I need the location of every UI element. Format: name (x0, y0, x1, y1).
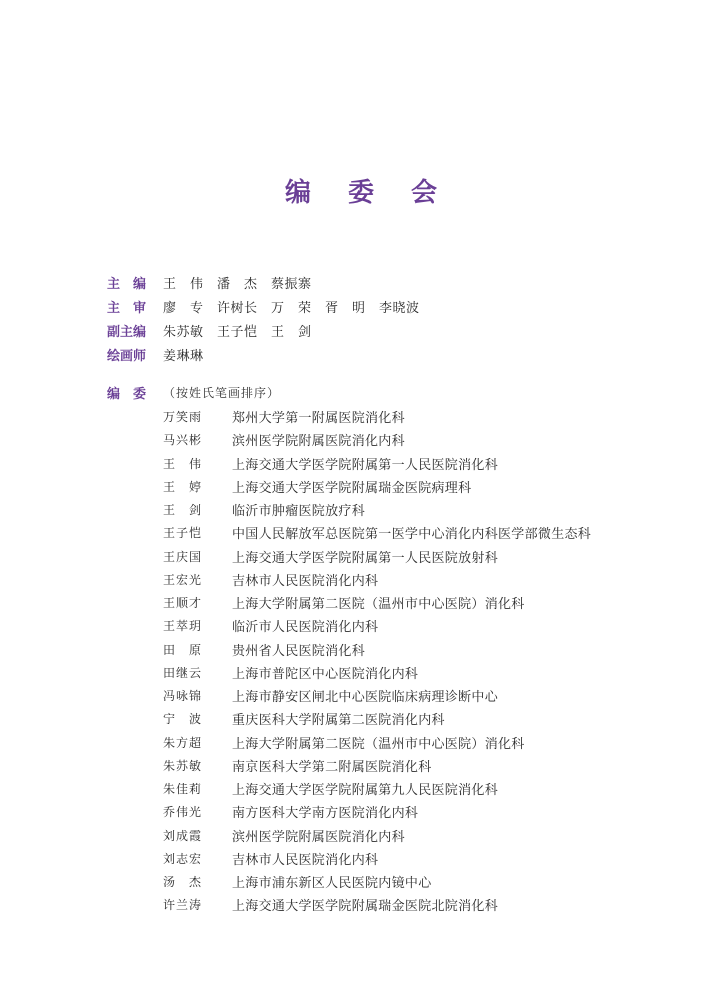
names-text: 王 伟 潘 杰 蔡振寨 (163, 276, 312, 292)
list-item (163, 824, 591, 847)
member-organization: 南京医科大学第二附属医院消化科 (232, 759, 432, 775)
members-sort-note: （按姓氏笔画排序） (163, 385, 281, 400)
leadership-list (107, 270, 420, 366)
member-organization: 上海交通大学医学院附属瑞金医院北院消化科 (232, 899, 499, 915)
names-text: 姜琳琳 (163, 348, 204, 364)
member-name: 王子恺 (163, 526, 203, 541)
member-organization: 南方医科大学南方医院消化内科 (232, 806, 419, 822)
list-item (163, 707, 591, 730)
member-name: 王 婷 (163, 479, 203, 494)
member-name: 宁 波 (163, 712, 203, 727)
member-name: 王宏光 (163, 572, 203, 587)
names-text: 廖 专 许树长 万 荣 胥 明 李晓波 (163, 300, 420, 316)
member-organization: 郑州大学第一附属医院消化科 (232, 411, 405, 427)
member-list (163, 405, 591, 917)
member-name: 刘志宏 (163, 851, 203, 866)
list-item (163, 754, 591, 777)
member-name: 王 剑 (163, 503, 203, 518)
member-name: 马兴彬 (163, 433, 203, 448)
role-label: 主 编 (107, 276, 147, 292)
member-name: 许兰涛 (163, 898, 203, 913)
list-item (163, 684, 591, 707)
member-organization: 滨州医学院附属医院消化内科 (232, 434, 405, 450)
member-name: 朱苏敏 (163, 758, 203, 773)
list-item (163, 847, 591, 870)
member-name: 汤 杰 (163, 875, 203, 890)
page-title: 编 委 会 (284, 178, 452, 208)
member-organization: 上海市静安区闸北中心医院临床病理诊断中心 (232, 690, 499, 706)
list-item (163, 614, 591, 637)
list-item (163, 870, 591, 893)
lead-row-chief-reviewers (107, 294, 420, 318)
member-organization: 吉林市人民医院消化内科 (232, 573, 379, 589)
member-name: 王萃玥 (163, 619, 203, 634)
list-item (163, 475, 591, 498)
members-heading (107, 382, 280, 402)
member-organization: 重庆医科大学附属第二医院消化内科 (232, 713, 445, 729)
member-name: 万笑雨 (163, 410, 203, 425)
list-item (163, 661, 591, 684)
member-name: 王庆国 (163, 549, 203, 564)
member-name: 朱方超 (163, 735, 203, 750)
member-name: 朱佳莉 (163, 782, 203, 797)
member-organization: 上海交通大学医学院附属瑞金医院病理科 (232, 480, 472, 496)
member-name: 田 原 (163, 642, 203, 657)
member-organization: 上海大学附属第二医院（温州市中心医院）消化科 (232, 597, 525, 613)
list-item (163, 405, 591, 428)
role-label: 主 审 (107, 300, 147, 316)
role-label: 绘画师 (107, 348, 147, 364)
role-label: 副主编 (107, 324, 147, 340)
member-organization: 上海市普陀区中心医院消化内科 (232, 666, 419, 682)
list-item (163, 428, 591, 451)
member-name: 冯咏锦 (163, 689, 203, 704)
list-item (163, 545, 591, 568)
lead-row-illustrator (107, 342, 420, 366)
member-name: 王 伟 (163, 456, 203, 471)
list-item (163, 568, 591, 591)
names-text: 朱苏敏 王子恺 王 剑 (163, 324, 312, 340)
member-name: 乔伟光 (163, 805, 203, 820)
member-name: 王顺才 (163, 596, 203, 611)
list-item (163, 800, 591, 823)
member-organization: 贵州省人民医院消化科 (232, 643, 366, 659)
member-organization: 上海交通大学医学院附属第九人民医院消化科 (232, 783, 499, 799)
member-organization: 上海市浦东新区人民医院内镜中心 (232, 876, 432, 892)
member-organization: 临沂市人民医院消化内科 (232, 620, 379, 636)
member-organization: 上海交通大学医学院附属第一人民医院放射科 (232, 550, 499, 566)
members-label: 编 委 (107, 386, 147, 402)
list-item (163, 638, 591, 661)
list-item (163, 893, 591, 916)
list-item (163, 521, 591, 544)
member-organization: 上海交通大学医学院附属第一人民医院消化科 (232, 457, 499, 473)
member-organization: 临沂市肿瘤医院放疗科 (232, 504, 366, 520)
member-organization: 滨州医学院附属医院消化内科 (232, 829, 405, 845)
list-item (163, 591, 591, 614)
list-item (163, 731, 591, 754)
lead-row-chief-editors (107, 270, 420, 294)
list-item (163, 452, 591, 475)
member-organization: 上海大学附属第二医院（温州市中心医院）消化科 (232, 736, 525, 752)
member-name: 刘成霞 (163, 828, 203, 843)
list-item (163, 777, 591, 800)
member-name: 田继云 (163, 665, 203, 680)
member-organization: 中国人民解放军总医院第一医学中心消化内科医学部微生态科 (232, 527, 592, 543)
list-item (163, 498, 591, 521)
member-organization: 吉林市人民医院消化内科 (232, 852, 379, 868)
lead-row-associate-editors (107, 318, 420, 342)
